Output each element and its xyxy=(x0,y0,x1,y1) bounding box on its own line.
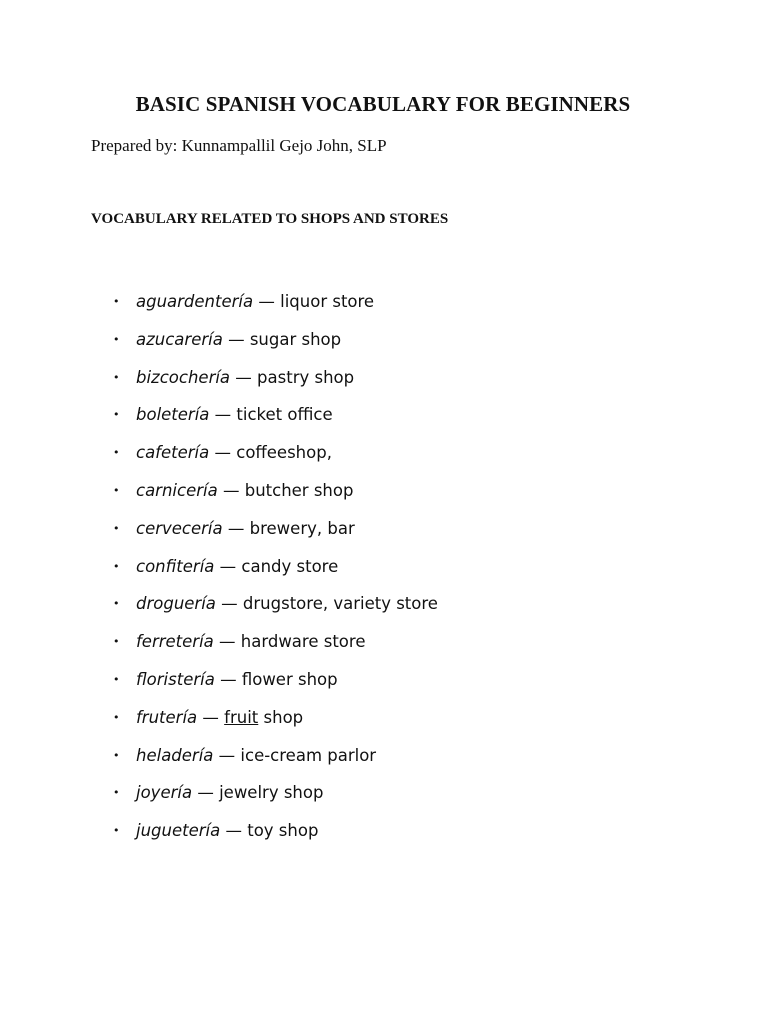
spanish-term: droguería xyxy=(136,594,216,614)
separator: — xyxy=(253,292,281,311)
bullet-icon: • xyxy=(113,597,120,611)
spanish-term: carnicería xyxy=(136,480,218,500)
vocab-entry xyxy=(136,821,318,840)
spanish-term: cafetería xyxy=(136,443,210,463)
bullet-icon: • xyxy=(113,408,120,422)
spanish-term: heladería xyxy=(136,745,214,765)
spanish-term: joyería xyxy=(136,783,193,803)
bullet-icon: • xyxy=(113,635,120,649)
spanish-term: confitería xyxy=(136,556,215,576)
spanish-term: aguardentería xyxy=(136,292,254,311)
separator: — xyxy=(192,783,220,803)
separator: — xyxy=(213,632,241,652)
english-meaning: toy shop xyxy=(247,821,319,841)
english-meaning: flower shop xyxy=(241,669,338,689)
spanish-term: boletería xyxy=(136,405,210,425)
vocab-entry xyxy=(136,594,438,613)
fruit-link[interactable]: fruit xyxy=(224,707,259,727)
bullet-icon: • xyxy=(113,483,120,497)
vocab-entry xyxy=(136,368,354,387)
bullet-icon: • xyxy=(113,295,120,308)
bullet-icon: • xyxy=(113,521,120,535)
vocab-entry xyxy=(136,330,341,349)
bullet-icon: • xyxy=(113,559,120,573)
spanish-term: ferretería xyxy=(136,632,214,652)
separator: — xyxy=(222,329,250,349)
english-meaning: liquor store xyxy=(280,292,375,311)
english-meaning: candy store xyxy=(241,556,339,576)
spanish-term: juguetería xyxy=(136,821,221,841)
vocab-entry xyxy=(136,632,365,651)
english-meaning: ice-cream parlor xyxy=(240,745,377,765)
vocab-entry xyxy=(136,405,333,424)
bullet-icon: • xyxy=(113,748,120,762)
vocab-entry xyxy=(136,746,376,765)
vocab-entry xyxy=(136,519,355,538)
section-heading: VOCABULARY RELATED TO SHOPS AND STORES xyxy=(91,211,449,227)
vocab-entry xyxy=(136,557,338,576)
meaning-rest: shop xyxy=(258,707,304,727)
separator: — xyxy=(215,594,243,614)
separator: — xyxy=(209,443,237,463)
bullet-icon: • xyxy=(113,786,120,800)
english-meaning xyxy=(224,708,303,727)
separator: — xyxy=(213,745,241,765)
spanish-term: frutería xyxy=(136,707,198,727)
english-meaning: ticket office xyxy=(236,405,333,425)
vocab-entry xyxy=(136,708,303,727)
english-meaning: jewelry shop xyxy=(219,783,324,803)
bullet-icon: • xyxy=(113,672,120,686)
document-title: BASIC SPANISH VOCABULARY FOR BEGINNERS xyxy=(135,92,631,116)
bullet-icon: • xyxy=(113,370,120,384)
bullet-icon: • xyxy=(113,824,120,838)
bullet-icon: • xyxy=(113,710,120,724)
bullet-icon: • xyxy=(113,446,120,460)
separator: — xyxy=(197,707,225,727)
separator: — xyxy=(230,367,258,387)
english-meaning: sugar shop xyxy=(249,329,342,349)
english-meaning: drugstore, variety store xyxy=(242,594,438,614)
english-meaning: coffeeshop, xyxy=(236,443,332,463)
separator: — xyxy=(222,518,250,538)
vocab-entry xyxy=(136,783,323,802)
author-byline: Prepared by: Kunnampallil Gejo John, SLP xyxy=(91,136,387,155)
spanish-term: azucarería xyxy=(136,329,223,349)
separator: — xyxy=(209,405,237,425)
english-meaning: hardware store xyxy=(240,632,366,652)
spanish-term: floristería xyxy=(136,669,215,689)
english-meaning: butcher shop xyxy=(244,480,354,500)
separator: — xyxy=(217,480,245,500)
separator: — xyxy=(214,669,242,689)
bullet-icon: • xyxy=(113,332,120,346)
english-meaning: brewery, bar xyxy=(249,518,355,538)
separator: — xyxy=(220,821,248,841)
spanish-term: bizcochería xyxy=(136,367,231,387)
vocab-entry xyxy=(136,481,353,500)
vocab-entry xyxy=(136,670,338,689)
vocab-entry xyxy=(136,292,374,311)
spanish-term: cervecería xyxy=(136,518,223,538)
english-meaning: pastry shop xyxy=(257,367,355,387)
separator: — xyxy=(214,556,242,576)
vocab-entry xyxy=(136,443,332,462)
